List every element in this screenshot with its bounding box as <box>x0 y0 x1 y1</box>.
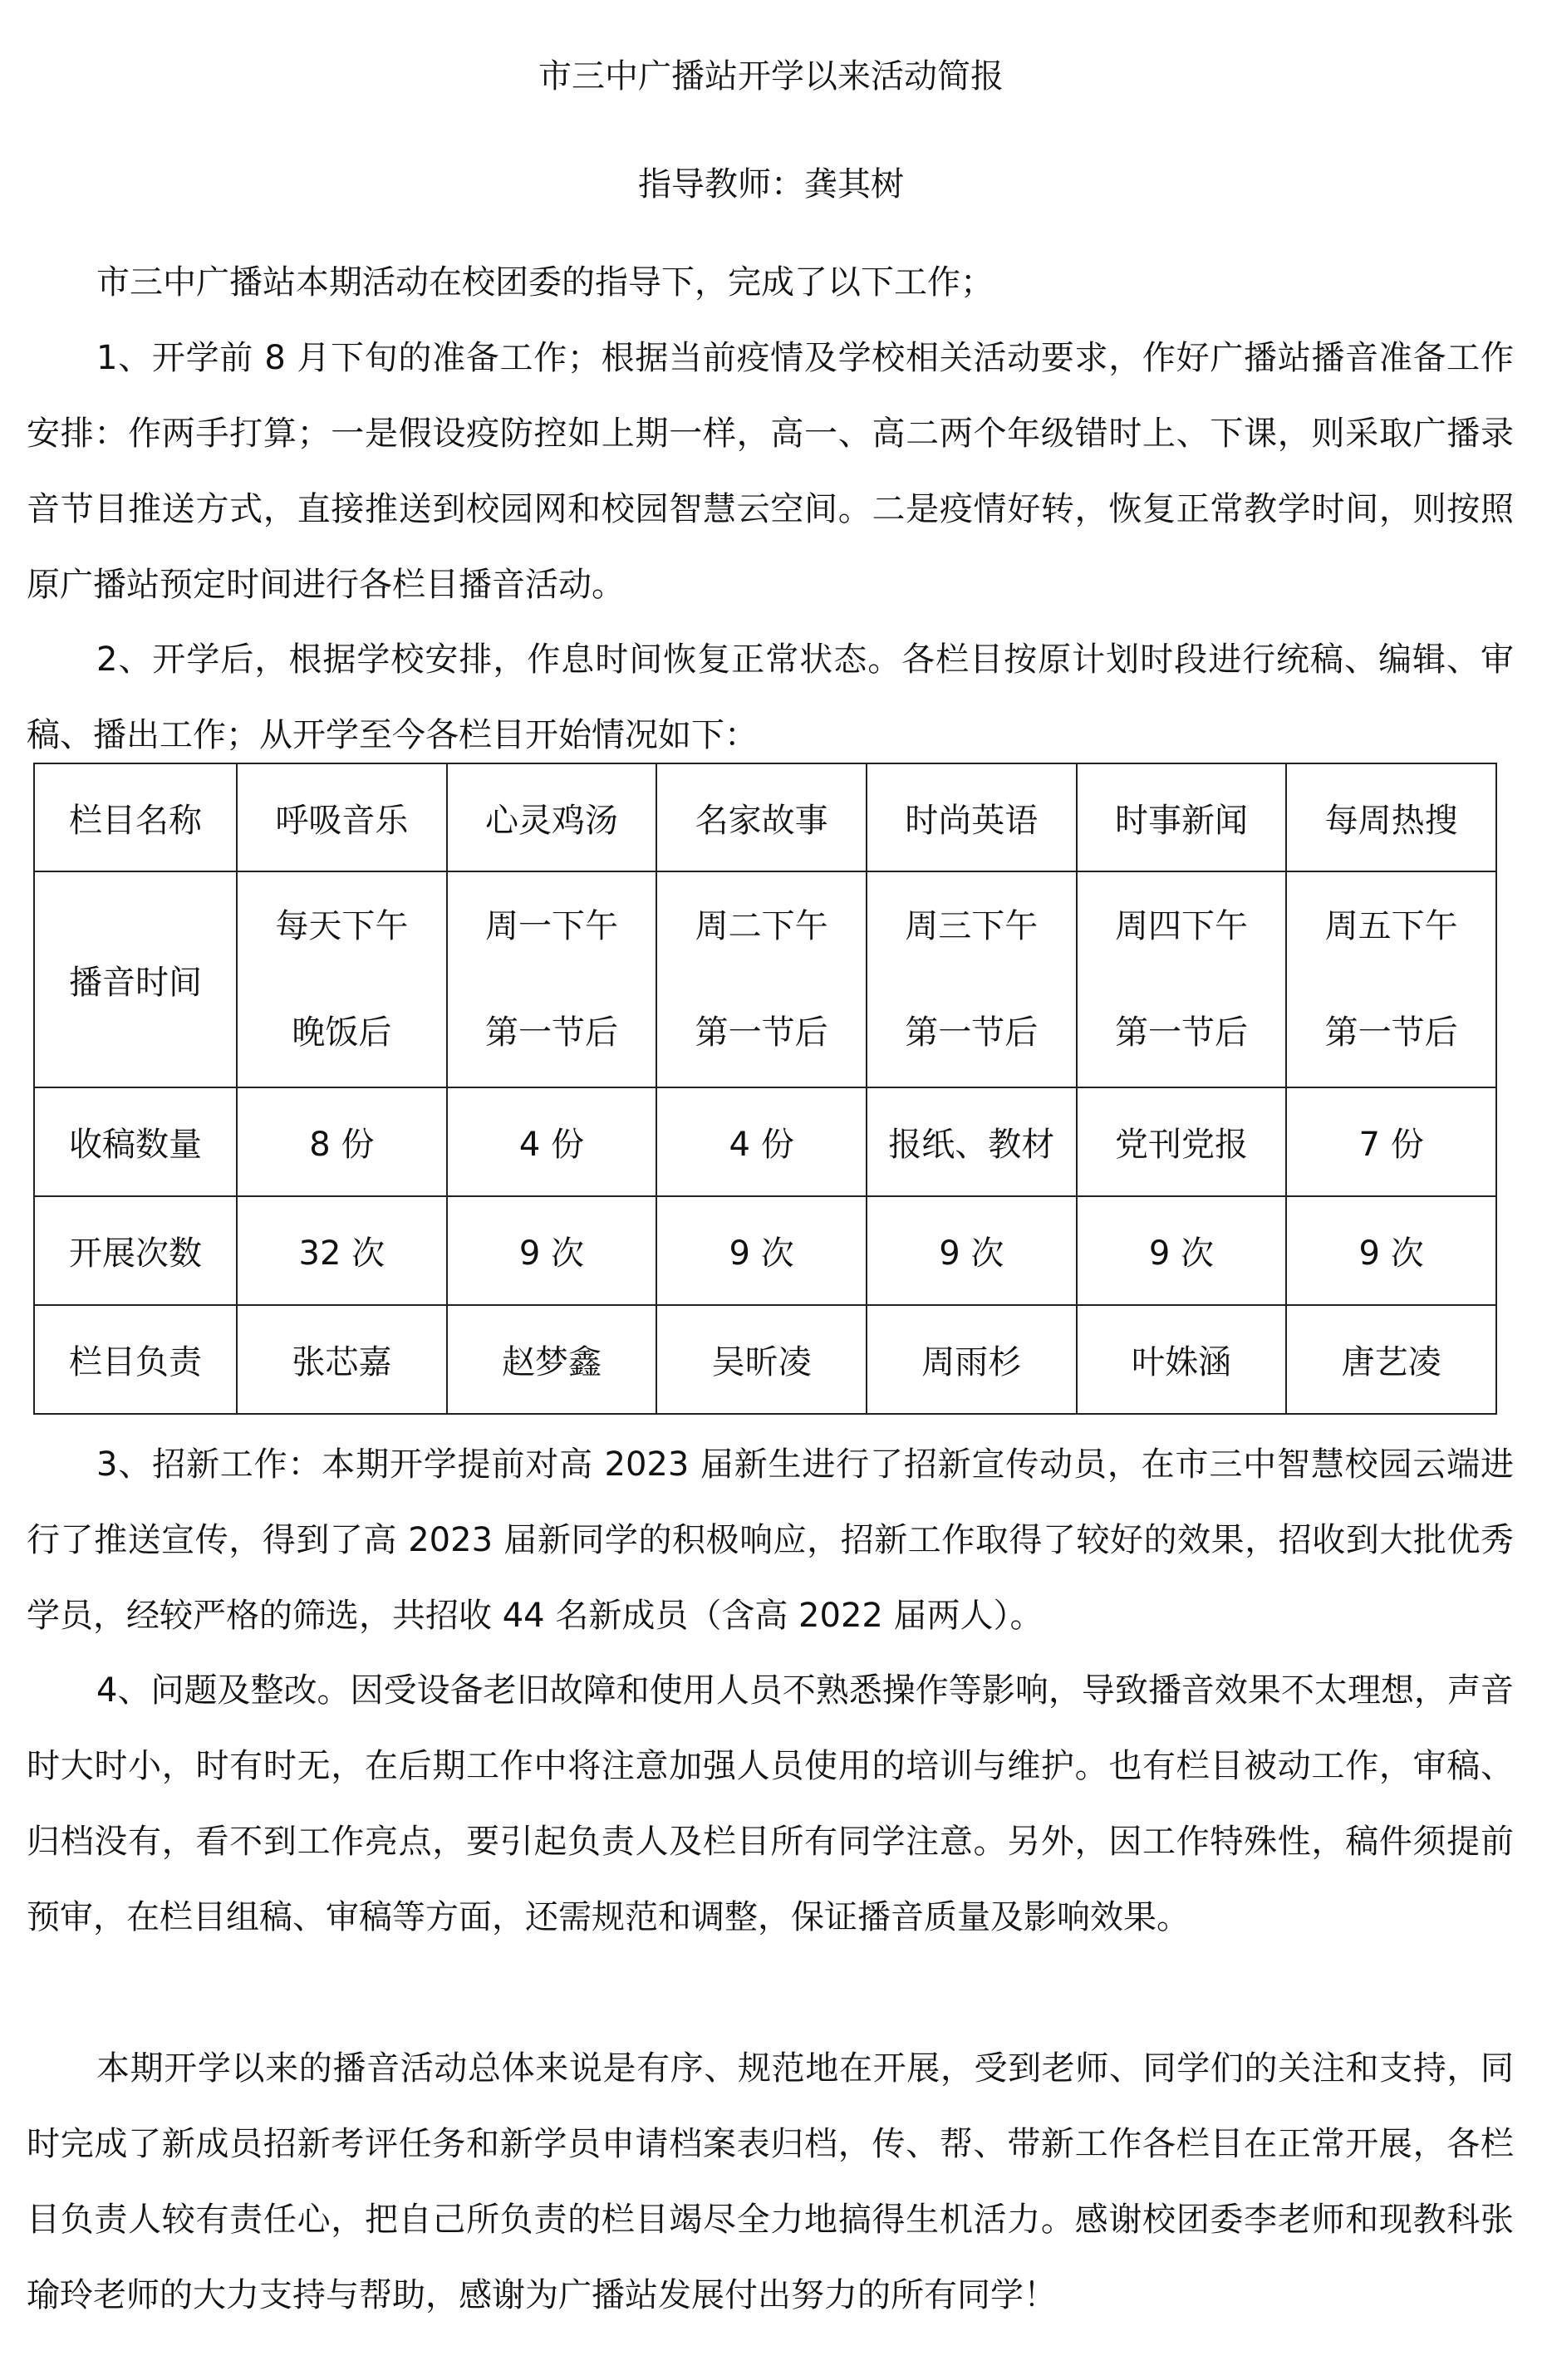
submission-count: 7 份 <box>1286 1087 1496 1196</box>
column-name: 呼吸音乐 <box>237 763 447 871</box>
session-count: 9 次 <box>867 1196 1077 1305</box>
column-name: 名家故事 <box>656 763 867 871</box>
submission-count: 4 份 <box>656 1087 867 1196</box>
time-slot: 第一节后 <box>695 1013 828 1052</box>
broadcast-time-cell <box>237 871 447 1087</box>
column-owner: 吴昕凌 <box>656 1305 867 1414</box>
time-day: 周四下午 <box>1114 907 1248 945</box>
broadcast-time-cell <box>1077 871 1287 1087</box>
time-day: 周二下午 <box>695 907 828 945</box>
time-slot: 晚饭后 <box>292 1013 392 1052</box>
time-slot: 第一节后 <box>1114 1013 1248 1052</box>
paragraph-summary: 本期开学以来的播音活动总体来说是有序、规范地在开展，受到老师、同学们的关注和支持，同时完成了新成员招新考评任务和新学员申请档案表归档，传、帮、带新工作各栏目在正常开展，各栏目负责人较有责任心，把自己所负责的栏目竭尽全力地搞得生机活力。感谢校团委李老师和现教科张瑜玲老师的大力支持与帮助，感谢为广播站发展付出努力的所有同学！ <box>27 2049 1514 2314</box>
time-day: 周一下午 <box>484 907 618 945</box>
paragraph-after-opening: 2、开学后，根据学校安排，作息时间恢复正常状态。各栏目按原计划时段进行统稿、编辑、审稿、播出工作；从开学至今各栏目开始情况如下： <box>27 640 1514 754</box>
program-schedule-table <box>33 763 1497 1415</box>
broadcast-time-cell <box>447 871 657 1087</box>
session-count: 9 次 <box>1286 1196 1496 1305</box>
time-slot: 第一节后 <box>905 1013 1039 1052</box>
intro-paragraph: 市三中广播站本期活动在校团委的指导下，完成了以下工作； <box>96 263 994 302</box>
column-owner: 叶姝涵 <box>1077 1305 1287 1414</box>
broadcast-time-cell <box>656 871 867 1087</box>
time-day: 周三下午 <box>905 907 1039 945</box>
column-owner: 周雨杉 <box>867 1305 1077 1414</box>
document-title: 市三中广播站开学以来活动简报 <box>538 57 1004 96</box>
row-label-name: 栏目名称 <box>34 763 237 871</box>
advisor-line: 指导教师：龚其树 <box>638 165 904 204</box>
column-name: 时事新闻 <box>1077 763 1287 871</box>
session-count: 9 次 <box>447 1196 657 1305</box>
row-label-owner: 栏目负责 <box>34 1305 237 1414</box>
table-row <box>34 1196 1496 1305</box>
time-slot: 第一节后 <box>484 1013 618 1052</box>
paragraph-recruitment: 3、招新工作：本期开学提前对高 2023 届新生进行了招新宣传动员，在市三中智慧校园云端进行了推送宣传，得到了高 2023 届新同学的积极响应，招新工作取得了较好的效果，招收到大批优秀学员，经较严格的筛选，共招收 44 名新成员（含高 2022 届两人）。 <box>27 1445 1514 1635</box>
time-day: 每天下午 <box>275 907 409 945</box>
column-owner: 赵梦鑫 <box>447 1305 657 1414</box>
submission-count: 4 份 <box>447 1087 657 1196</box>
column-name: 每周热搜 <box>1286 763 1496 871</box>
submission-count: 党刊党报 <box>1077 1087 1287 1196</box>
submission-count: 报纸、教材 <box>867 1087 1077 1196</box>
column-owner: 张芯嘉 <box>237 1305 447 1414</box>
session-count: 9 次 <box>656 1196 867 1305</box>
time-slot: 第一节后 <box>1324 1013 1458 1052</box>
broadcast-time-cell <box>1286 871 1496 1087</box>
column-name: 时尚英语 <box>867 763 1077 871</box>
session-count: 32 次 <box>237 1196 447 1305</box>
table-row <box>34 763 1496 871</box>
column-owner: 唐艺凌 <box>1286 1305 1496 1414</box>
session-count: 9 次 <box>1077 1196 1287 1305</box>
time-day: 周五下午 <box>1324 907 1458 945</box>
column-name: 心灵鸡汤 <box>447 763 657 871</box>
submission-count: 8 份 <box>237 1087 447 1196</box>
row-label-submissions: 收稿数量 <box>34 1087 237 1196</box>
table-row <box>34 1305 1496 1414</box>
row-label-sessions: 开展次数 <box>34 1196 237 1305</box>
table-row <box>34 1087 1496 1196</box>
broadcast-time-cell <box>867 871 1077 1087</box>
paragraph-issues: 4、问题及整改。因受设备老旧故障和使用人员不熟悉操作等影响，导致播音效果不太理想，声音时大时小，时有时无，在后期工作中将注意加强人员使用的培训与维护。也有栏目被动工作，审稿、归档没有，看不到工作亮点，要引起负责人及栏目所有同学注意。另外，因工作特殊性，稿件须提前预审，在栏目组稿、审稿等方面，还需规范和调整，保证播音质量及影响效果。 <box>27 1671 1514 1936</box>
paragraph-preparation: 1、开学前 8 月下旬的准备工作；根据当前疫情及学校相关活动要求，作好广播站播音准备工作安排：作两手打算；一是假设疫防控如上期一样，高一、高二两个年级错时上、下课，则采取广播录音节目推送方式，直接推送到校园网和校园智慧云空间。二是疫情好转，恢复正常教学时间，则按照原广播站预定时间进行各栏目播音活动。 <box>27 339 1514 604</box>
table-row <box>34 871 1496 1087</box>
row-label-time: 播音时间 <box>34 871 237 1087</box>
